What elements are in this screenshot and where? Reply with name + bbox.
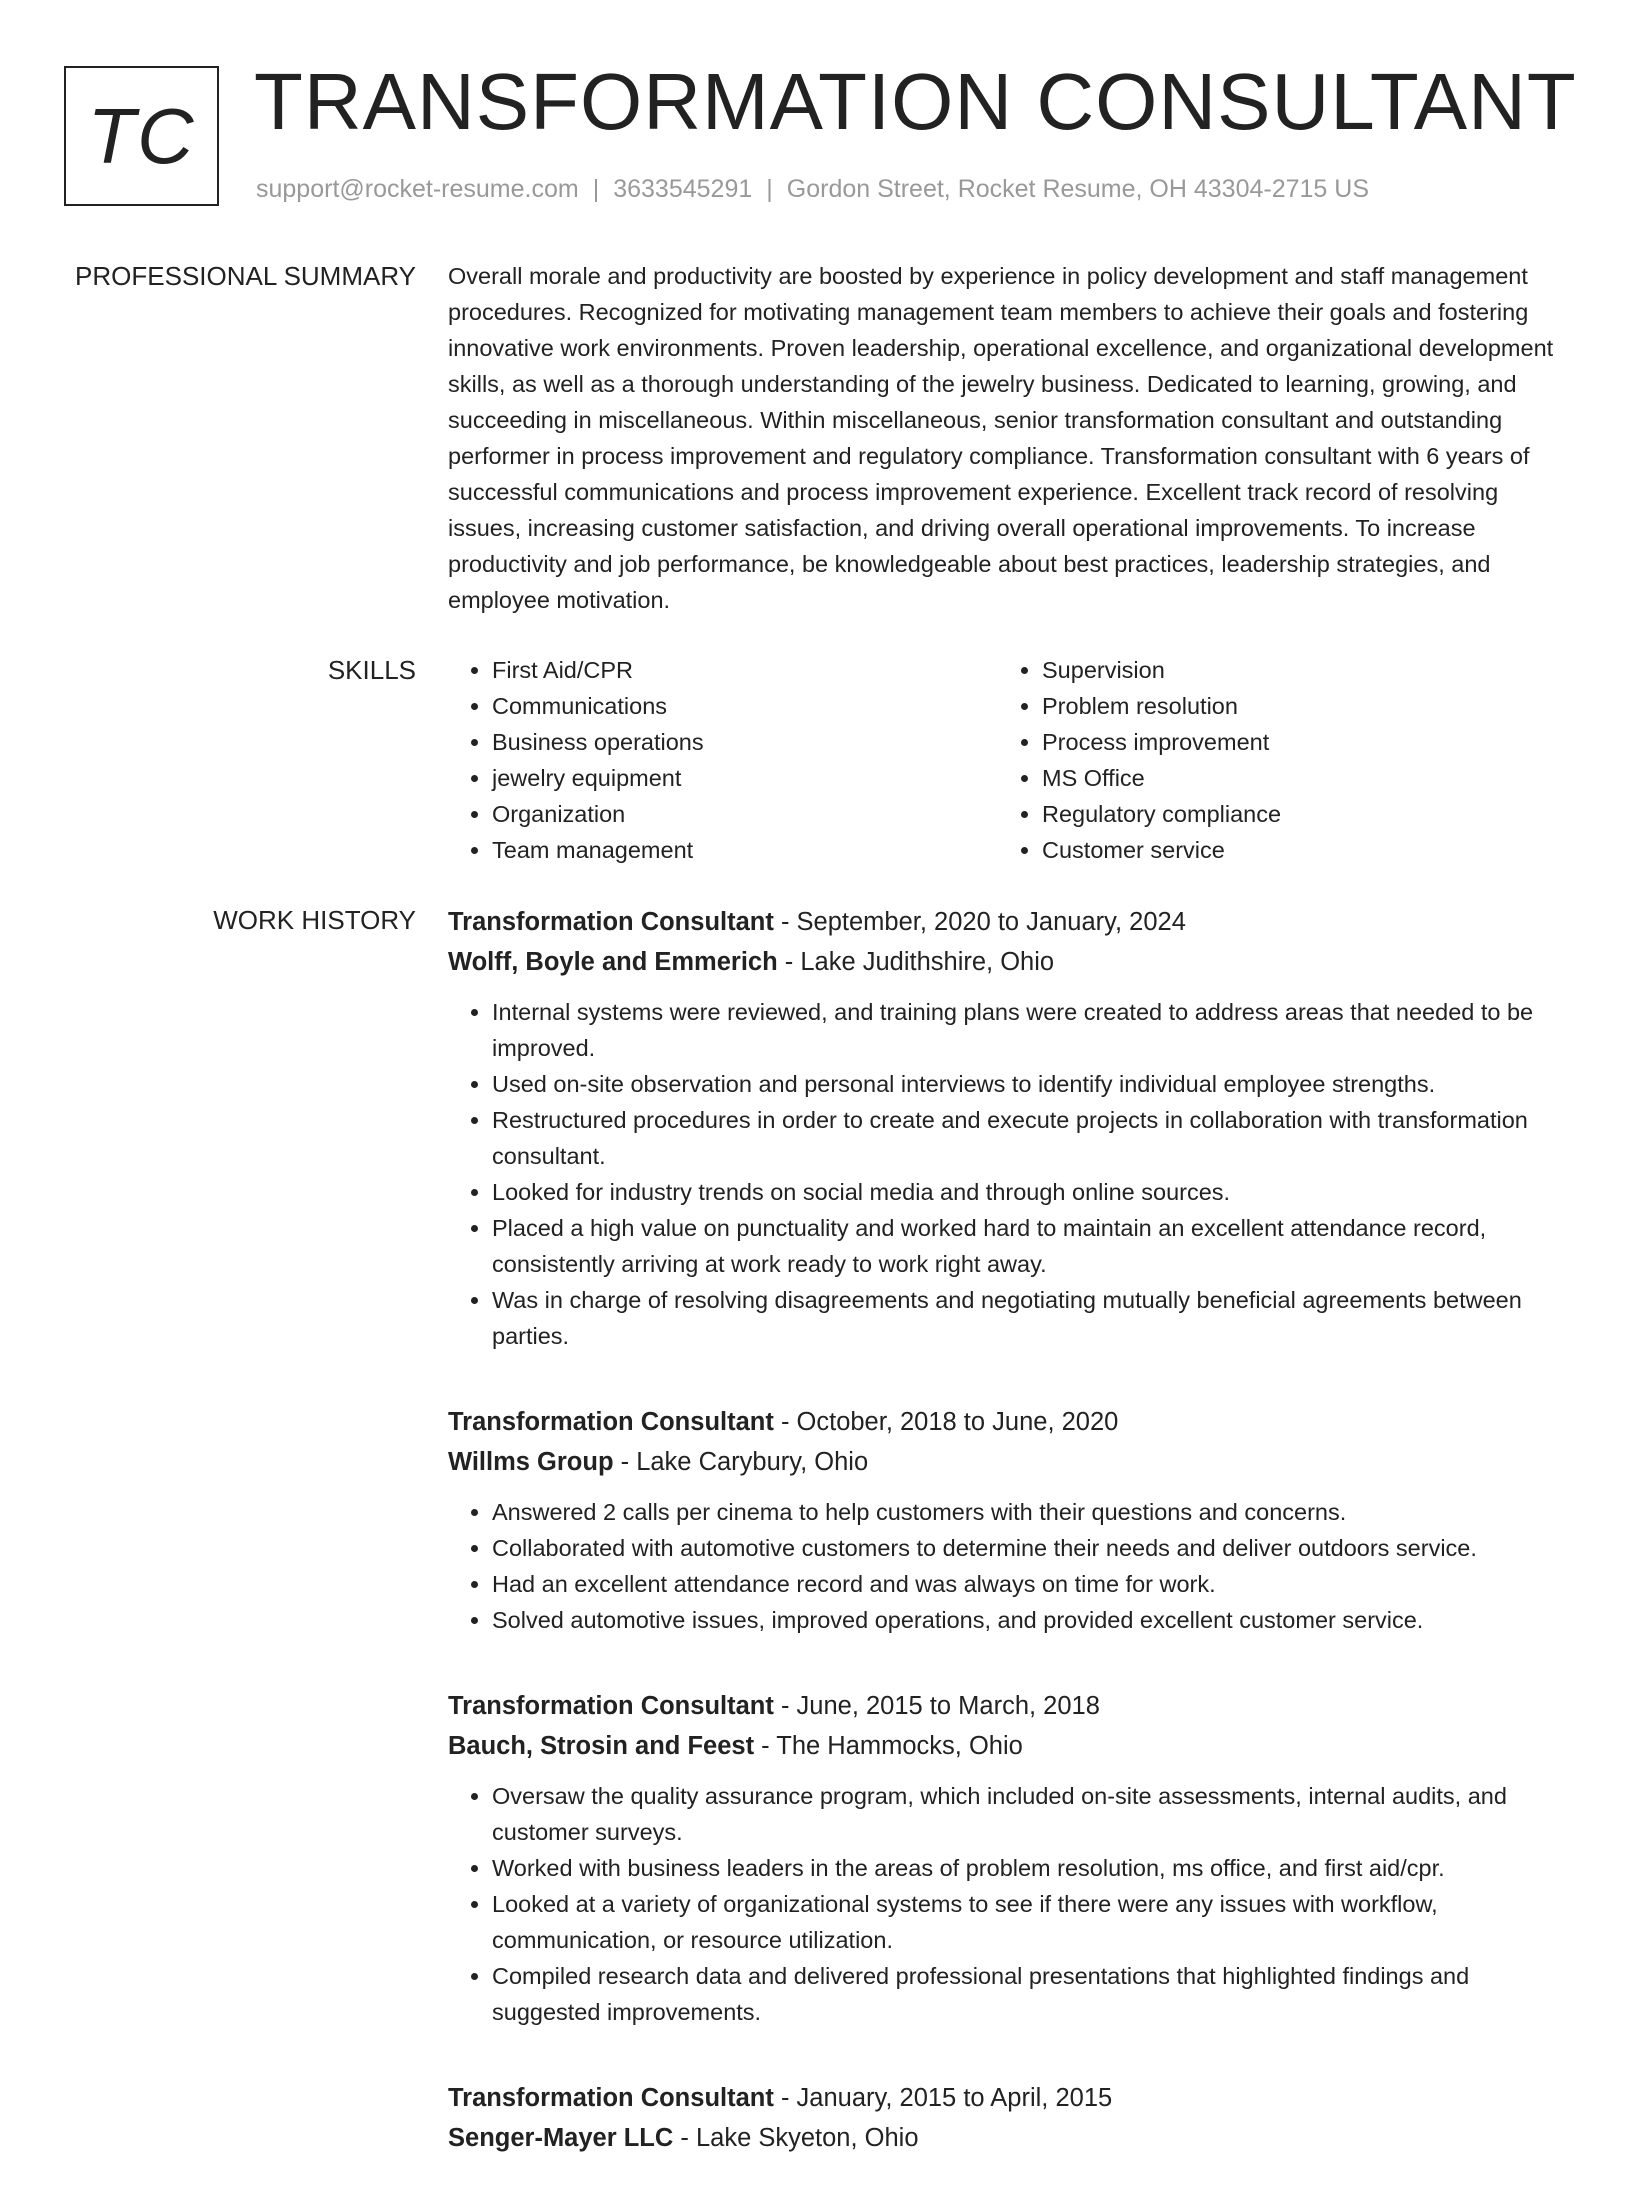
skill-item: • jewelry equipment <box>492 760 998 796</box>
job-title: Transformation Consultant <box>448 1408 774 1436</box>
skills-list-left <box>448 652 998 868</box>
skill-item: • Problem resolution <box>1042 688 1548 724</box>
job-bullet: • Had an excellent attendance record and was always on time for work. <box>492 1566 1566 1602</box>
skill-item: • Regulatory compliance <box>1042 796 1548 832</box>
skill-item: • MS Office <box>1042 760 1548 796</box>
job-dates: - June, 2015 to March, 2018 <box>773 1692 1100 1720</box>
job-title-line <box>448 1686 1566 1726</box>
job-entry <box>448 1686 1566 2030</box>
job-location: - Lake Skyeton, Ohio <box>673 2124 919 2152</box>
contact-email[interactable]: support@rocket-resume.com <box>256 175 579 203</box>
job-location: - Lake Judithshire, Ohio <box>777 948 1055 976</box>
job-company: Wolff, Boyle and Emmerich <box>448 948 778 976</box>
job-dates: - January, 2015 to April, 2015 <box>773 2084 1113 2112</box>
job-bullets <box>448 994 1566 1354</box>
contact-separator: | <box>766 175 773 203</box>
job-bullet: • Looked for industry trends on social media and through online sources. <box>492 1174 1566 1210</box>
job-entry <box>448 902 1566 1354</box>
job-dates: - September, 2020 to January, 2024 <box>773 908 1186 936</box>
skill-item: • First Aid/CPR <box>492 652 998 688</box>
job-bullet: • Looked at a variety of organizational systems to see if there were any issues with workflow, communication, or resource utilization. <box>492 1886 1566 1958</box>
skill-item: • Organization <box>492 796 998 832</box>
job-title: Transformation Consultant <box>448 1692 774 1720</box>
contact-separator: | <box>592 175 600 203</box>
job-company-line <box>448 2118 1566 2158</box>
job-entry <box>448 1402 1566 1638</box>
page-title: TRANSFORMATION CONSULTANT <box>254 57 1577 146</box>
skill-item: • Process improvement <box>1042 724 1548 760</box>
job-bullet: • Compiled research data and delivered professional presentations that highlighted findings and suggested improvements. <box>492 1958 1566 2030</box>
job-bullet: • Used on-site observation and personal interviews to identify individual employee strengths. <box>492 1066 1566 1102</box>
summary-text: Overall morale and productivity are boosted by experience in policy development and staff management procedures. Recognized for motivating management team members to achieve their goals and fostering innovative work environments. Proven leadership, operational excellence, and organizational development skills, as well as a thorough understanding of the jewelry business. Dedicated to learning, growing, and succeeding in miscellaneous. Within miscellaneous, senior transformation consultant and outstanding performer in process improvement and regulatory compliance. Transformation consultant with 6 years of successful communications and process improvement experience. Excellent track record of resolving issues, increasing customer satisfaction, and driving overall operational improvements. To increase productivity and job performance, be knowledgeable about best practices, leadership strategies, and employee motivation. <box>448 263 1554 613</box>
job-bullets <box>448 1494 1566 1638</box>
job-company: Willms Group <box>448 1448 614 1476</box>
job-location: - Lake Carybury, Ohio <box>613 1448 869 1476</box>
job-title-line <box>448 902 1566 942</box>
monogram-logo: TC <box>64 66 219 206</box>
job-dates: - October, 2018 to June, 2020 <box>773 1408 1119 1436</box>
job-bullet: • Solved automotive issues, improved operations, and provided excellent customer service. <box>492 1602 1566 1638</box>
job-title: Transformation Consultant <box>448 908 774 936</box>
skill-item: • Communications <box>492 688 998 724</box>
job-bullet: • Worked with business leaders in the areas of problem resolution, ms office, and first aid/cpr. <box>492 1850 1566 1886</box>
job-company: Bauch, Strosin and Feest <box>448 1732 755 1760</box>
job-list <box>448 902 1566 2206</box>
work-history-heading: WORK HISTORY <box>213 905 416 935</box>
job-bullet: • Restructured procedures in order to create and execute projects in collaboration with transformation consultant. <box>492 1102 1566 1174</box>
contact-phone[interactable]: 3633545291 <box>613 175 753 203</box>
job-bullet: • Answered 2 calls per cinema to help customers with their questions and concerns. <box>492 1494 1566 1530</box>
skills-list-right <box>998 652 1548 868</box>
contact-address: Gordon Street, Rocket Resume, OH 43304-2715 US <box>786 175 1370 203</box>
job-company-line <box>448 1442 1566 1482</box>
contact-line <box>256 175 1369 204</box>
job-bullet: • Was in charge of resolving disagreements and negotiating mutually beneficial agreements between parties. <box>492 1282 1566 1354</box>
job-company: Senger-Mayer LLC <box>448 2124 674 2152</box>
skill-item: • Customer service <box>1042 832 1548 868</box>
summary-heading: PROFESSIONAL SUMMARY <box>75 261 416 291</box>
job-bullet: • Oversaw the quality assurance program, which included on-site assessments, internal audits, and customer surveys. <box>492 1778 1566 1850</box>
job-title-line <box>448 1402 1566 1442</box>
job-company-line <box>448 942 1566 982</box>
job-bullet: • Internal systems were reviewed, and training plans were created to address areas that needed to be improved. <box>492 994 1566 1066</box>
job-company-line <box>448 1726 1566 1766</box>
job-bullet: • Collaborated with automotive customers to determine their needs and deliver outdoors service. <box>492 1530 1566 1566</box>
skills-heading: SKILLS <box>327 655 416 685</box>
skill-item: • Business operations <box>492 724 998 760</box>
job-bullet: • Placed a high value on punctuality and worked hard to maintain an excellent attendance record, consistently arriving at work ready to work right away. <box>492 1210 1566 1282</box>
job-location: - The Hammocks, Ohio <box>754 1732 1023 1760</box>
job-entry <box>448 2078 1566 2158</box>
job-bullets <box>448 1778 1566 2030</box>
job-title: Transformation Consultant <box>448 2084 774 2112</box>
skill-item: • Team management <box>492 832 998 868</box>
skill-item: • Supervision <box>1042 652 1548 688</box>
job-title-line <box>448 2078 1566 2118</box>
